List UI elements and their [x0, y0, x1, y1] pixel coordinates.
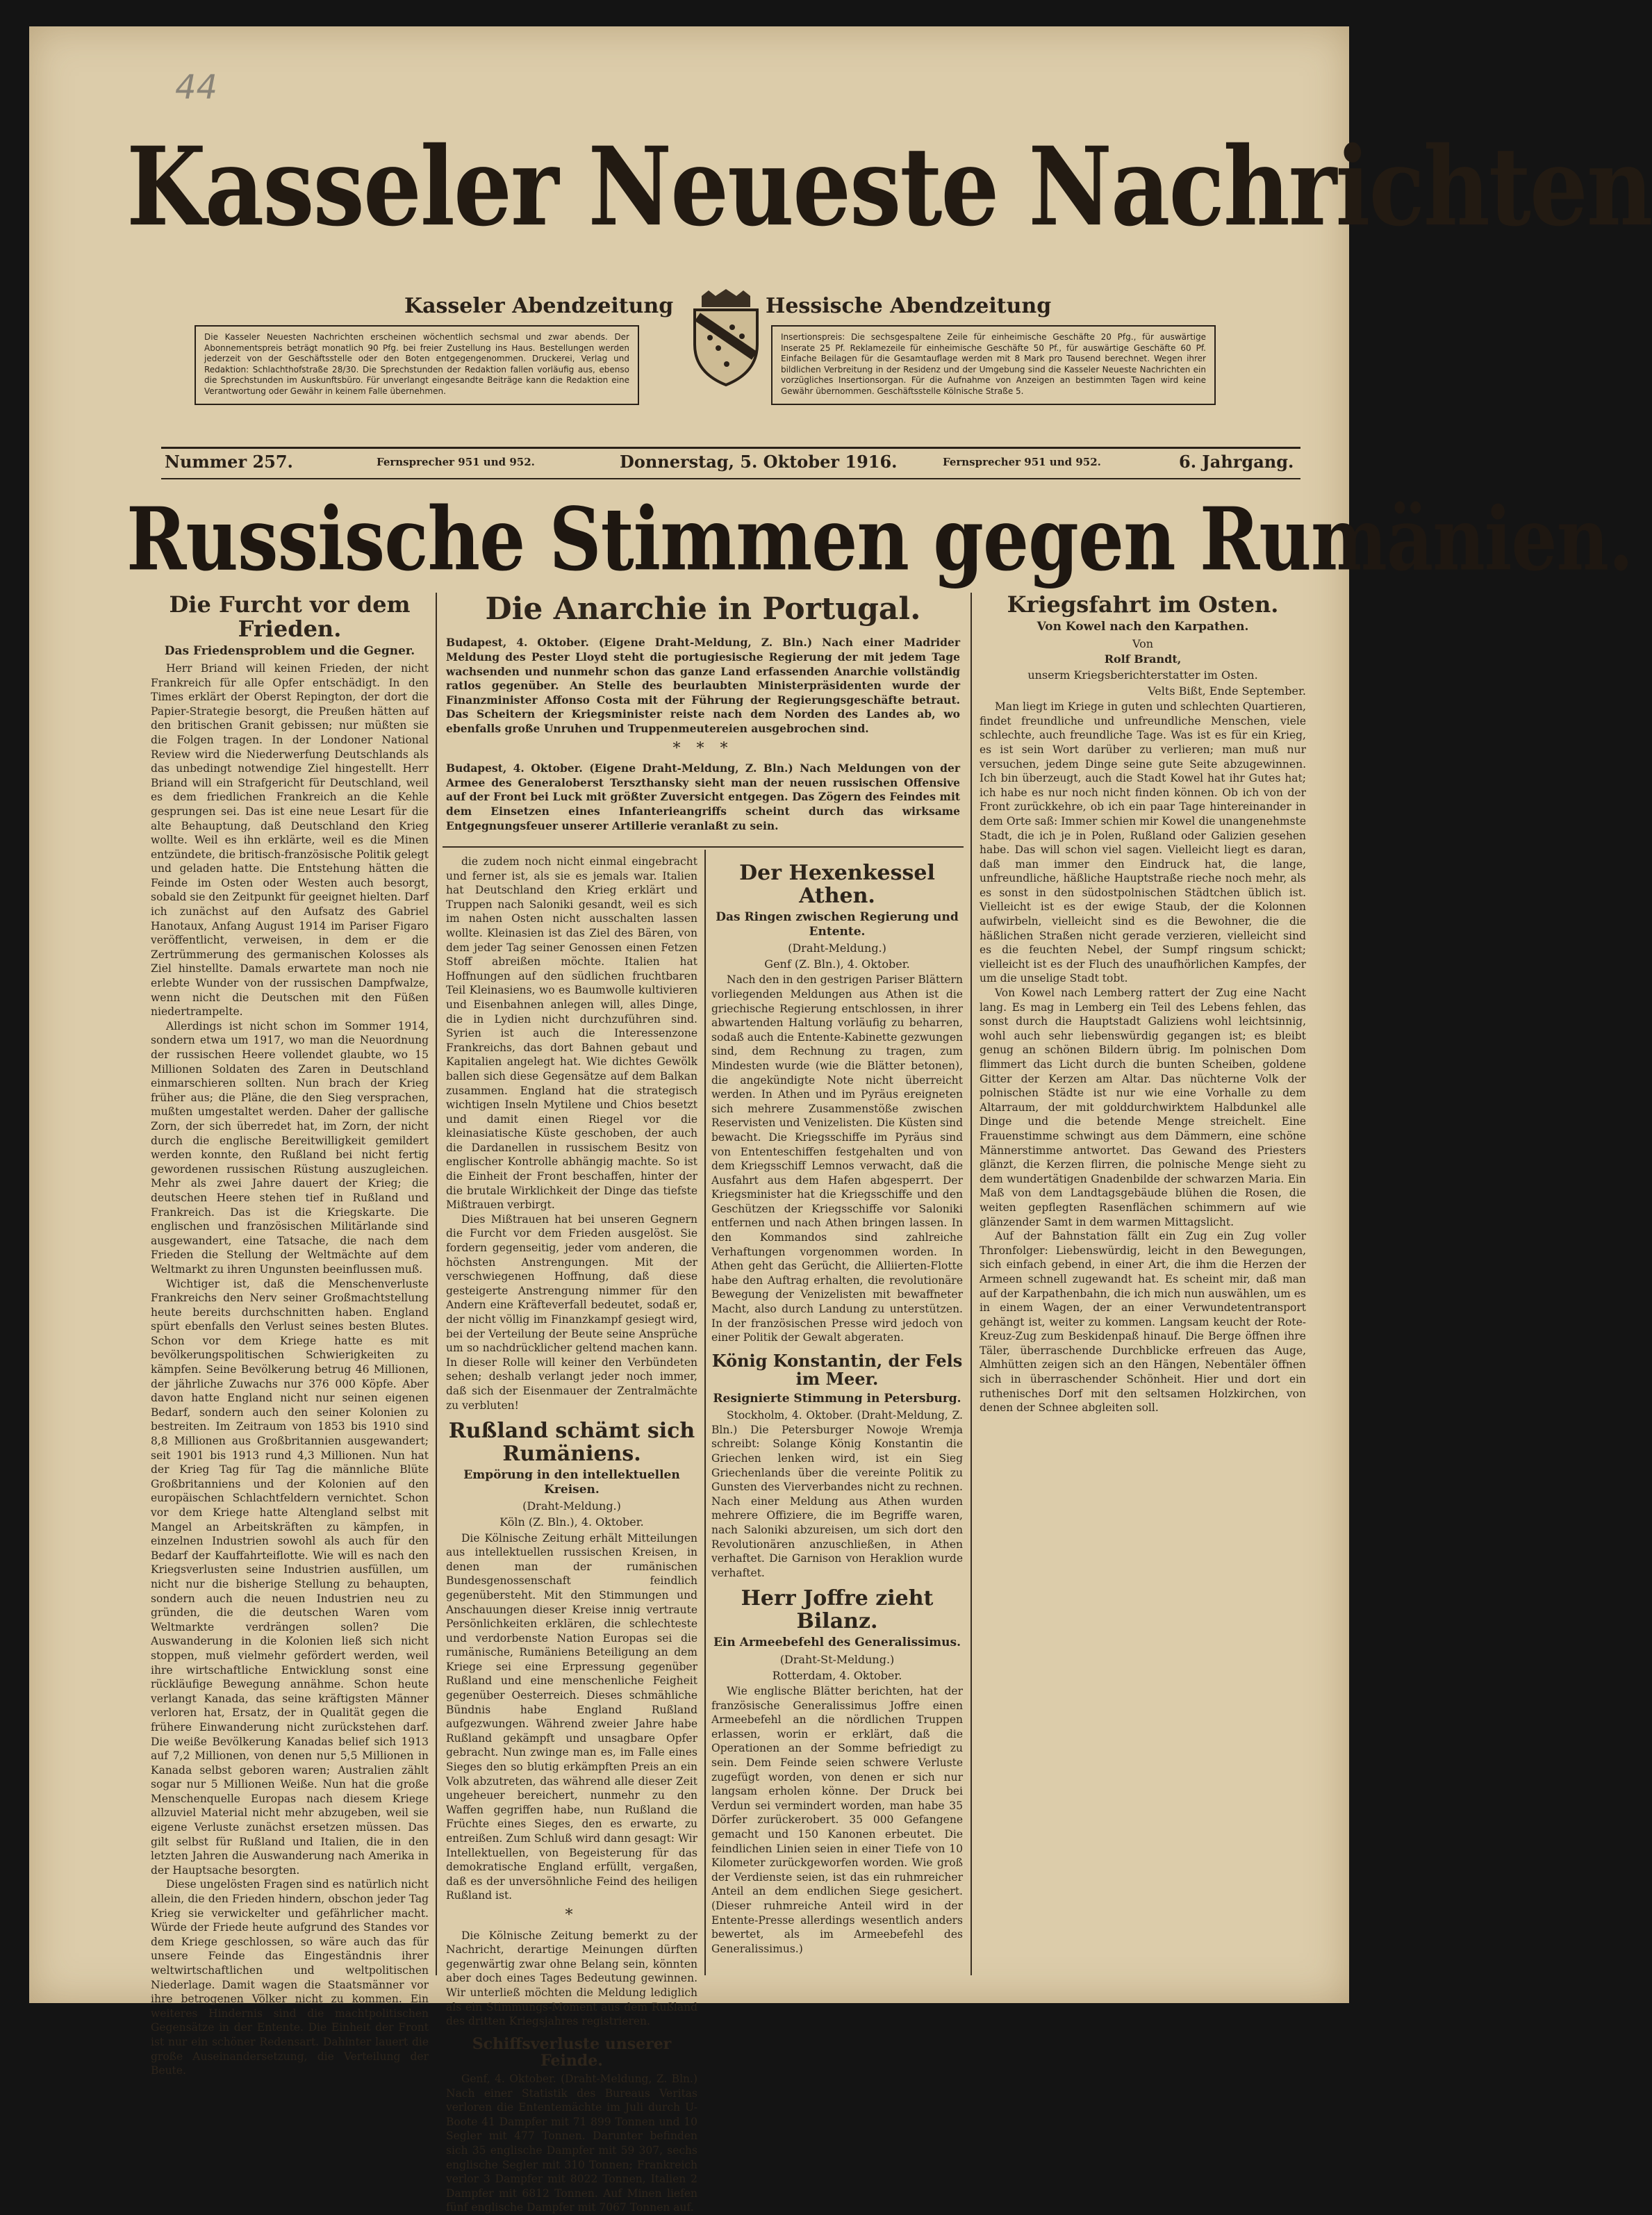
- masthead-subtitle-right: Hessische Abendzeitung: [766, 294, 1052, 318]
- masthead-rule-bottom: [161, 478, 1300, 479]
- article-kriegsfahrt-im-osten: [980, 593, 1306, 1975]
- article-subtitle: Das Ringen zwischen Regierung und Entente.: [716, 910, 959, 939]
- dateline: Genf (Z. Bln.), 4. Oktober.: [764, 957, 910, 971]
- article-subtitle: Von Kowel nach den Karpathen.: [1036, 620, 1249, 634]
- article-title: Kriegsfahrt im Osten.: [1007, 591, 1279, 618]
- byline-prefix: Von: [1132, 636, 1154, 650]
- column-rule-3: [970, 593, 972, 1975]
- archive-number: 44: [175, 68, 218, 107]
- masthead-subtitle-left: Kasseler Abendzeitung: [404, 294, 674, 318]
- paragraph: Die Kölnische Zeitung bemerkt zu der Nachricht, derartige Meinungen dürften gegenwärtig zwar ohne Belang sein, könnten aber doch eines Tages Bedeutung gewinnen. Wir unterließ möchten die Meldung lediglich als ein Stimmungs-Moment aus dem Rußland des dritten Kriegsjahres registrieren.: [446, 1929, 697, 2028]
- paragraph: Wichtiger ist, daß die Menschenverluste Frankreichs den Nerv seiner Großmachtstellung heute bereits durchschnitten haben. England spürt ebenfalls den Verlust seines besten Blutes. Schon vor dem Kriege hatte es mit bevölkerungspolitischen Schwierigkeiten zu kämpfen. Seine Bevölkerung betrug 46 Millionen, der jährliche Zuwachs nur 376 000 Köpfe. Aber davon hatte England nicht nur seinen eigenen Bedarf, sondern auch den seiner Kolonien zu bestreiten. Im Zeitraum von 1853 bis 1910 sind 8,8 Millionen aus Großbritannien ausgewandert; seit 1901 bis 1913 rund 4,3 Millionen. Nun hat der Krieg Tag für Tag die männliche Blüte Großbritanniens und der Kolonien auf den europäischen Schlachtfeldern vernichtet. Schon vor dem Kriege hatte Altengland selbst mit Mangel an Arbeitskräften zu kämpfen, in einzelnen Industrien sowohl als auch für den Bedarf der Kauffahrteiflotte. Wie will es nach den Kriegsverlusten seine Industrien ausfüllen, um nicht nur die bisherige Stellung zu behaupten, sondern auch die neuen Industrien neu zu gründen, die die deutschen Waren vom Weltmarkte verdrängen sollen? Die Auswanderung in die Kolonien ließ sich nicht stoppen, muß vielmehr gefördert werden, weil ihre wirtschaftliche Entwicklung sonst eine rückläufige Bewegung annähme. Schon heute verlangt Kanada, das seine kräftigsten Männer verloren hat, Ersatz, der in Qualität gegen die frühere Einwanderung nicht zurückstehen darf. Die weiße Bevölkerung Kanadas belief sich 1913 auf 7,2 Millionen, von denen nur 5,5 Millionen in Kanada selbst geboren waren; Australien zählt sogar nur 5 Millionen Weiße. Nun hat die große Menschenquelle Europas nach diesem Kriege allzuviel Material nicht mehr abzugeben, weil sie eigene Verluste zunächst ersetzen müssen. Das gilt selbst für Rußland und Italien, die in den letzten Jahren die Auswanderung nach Amerika in der Hauptsache besorgten.: [151, 1277, 429, 1877]
- article-title: Rußland schämt sich Rumäniens.: [448, 1419, 695, 1467]
- article-title: Die Anarchie in Portugal.: [485, 591, 921, 627]
- dateline: Velts Bißt, Ende September.: [1148, 684, 1306, 698]
- volume-year: 6. Jahrgang.: [1179, 452, 1294, 472]
- issue-number: Nummer 257.: [165, 452, 293, 472]
- issue-date: Donnerstag, 5. Oktober 1916.: [620, 452, 898, 472]
- separator-stars: *: [565, 1906, 579, 1924]
- dateline: Köln (Z. Bln.), 4. Oktober.: [499, 1515, 644, 1529]
- article-title: Schiffsverluste unserer Feinde.: [472, 2034, 672, 2070]
- article-furcht-vor-dem-frieden: [151, 591, 429, 2077]
- article-anarchie-in-portugal: [446, 593, 960, 843]
- author-name: Rolf Brandt,: [1104, 652, 1182, 666]
- paragraph: Genf, 4. Oktober. (Draht-Meldung, Z. Bln.) Nach einer Statistik des Bureaus Veritas verloren die Ententemächte im Juli durch U-Boote 41 Dampfer mit 71 899 Tonnen und 10 Segler mit 477 Tonnen. Darunter befinden sich 35 englische Dampfer mit 59 307, sechs englische Segler mit 310 Tonnen; Frankreich verlor 3 Dampfer mit 8022 Tonnen, Italien 2 Dampfer mit 6812 Tonnen. Auf Minen liefen fünf englische Dampfer mit 7067 Tonnen auf.: [446, 2073, 697, 2214]
- paragraph: Dies Mißtrauen hat bei unseren Gegnern die Furcht vor dem Frieden ausgelöst. Sie fordern gegenseitig, jeder vom anderen, die höchsten Anstrengungen. Mit der verschwiegenen Hoffnung, daß diese gesteigerte Anstrengung nimmer für den Andern eine Kräfteverfall bedeutet, sodaß er, der nicht völlig im Finanzkampf gesiegt wird, bei der Verteilung der Beute seine Ansprüche um so nachdrücklicher geltend machen kann. In dieser Rolle will keiner den Verbündeten sehen; deshalb verlangt jeder noch immer, daß sich der Eisenmauer der Zentralmächte zu verbluten!: [446, 1212, 697, 1412]
- paragraph: Nach den in den gestrigen Pariser Blättern vorliegenden Meldungen aus Athen ist die griechische Regierung entschlossen, in ihrer abwartenden Haltung vorläufig zu beharren, sodaß auch die Entente-Kabinette gezwungen sind, dem Rechnung zu tragen, zum Mindesten wurde (wie die Blätter betonen), die angekündigte Note nicht überreicht werden. In Athen und im Pyräus ereigneten sich mehrere Zusammenstöße zwischen Reservisten und Venizelisten. Die Küsten sind bewacht. Die Kriegsschiffe im Pyräus sind von Ententeschiffen festgehalten und von dem Kriegsschiff Lemnos verwacht, daß die Ausfahrt aus dem Hafen abgesperrt. Der Kriegsminister hat die Kriegsschiffe und den Geschützen der Kriegsschiffe vor Saloniki entfernen und nach Athen bringen lassen. In den Kommandos sind zahlreiche Verhaftungen vorgenommen worden. In Athen geht das Gerücht, die Alliierten-Flotte habe den Auftrag erhalten, die revolutionäre Bewegung der Venizelisten mit bewaffneter Macht, also durch Landung zu unterstützen. In der französischen Presse wird jedoch von einer Politik der Gewalt abgeraten.: [711, 973, 963, 1344]
- article-title: Herr Joffre zieht Bilanz.: [741, 1586, 934, 1634]
- dateline: (Draht-St-Meldung.): [779, 1652, 895, 1666]
- paragraph: Budapest, 4. Oktober. (Eigene Draht-Meldung, Z. Bln.) Nach Meldungen von der Armee des Generaloberst Terszthansky sieht man der neuen russischen Offensive auf der Front bei Luck mit größter Zuversicht entgegen. Das Zögern des Feindes mit dem Einsetzen eines Infanterieangriffs scheint durch das wirksame Entgegnungsfeuer unserer Artillerie veranlaßt zu sein.: [446, 761, 960, 832]
- advertising-notice: Insertionspreis: Die sechsgespaltene Zeile für einheimische Geschäfte 20 Pfg., für auswärtige Inserate 25 Pf. Reklamezeile für einheimische Geschäfte 50 Pf., für auswärtige Geschäfte 60 Pf. Einfache Beilagen für die Gesamtauflage werden mit 8 Mark pro Tausend berechnet. Wegen ihrer bildlichen Verbreitung in der Residenz und der Umgebung sind die Kasseler Neueste Nachrichten ein vorzügliches Insertionsorgan. Für die Aufnahme von Anzeigen an bestimmten Tagen wird keine Gewähr übernommen. Geschäftsstelle Kölnische Straße 5.: [771, 325, 1216, 405]
- article-title: König Konstantin, der Fels im Meer.: [711, 1350, 963, 1390]
- article-title: Der Hexenkessel Athen.: [739, 861, 935, 908]
- paragraph: Herr Briand will keinen Frieden, der nicht Frankreich für alle Opfer entschädigt. In den Times erklärt der Oberst Repington, der dort die Papier-Strategie besorgt, die Preußen hätten auf den britischen Granit gebissen; nur müßten sie die Folgen tragen. In der Londoner National Review wird die Niederwerfung Deutschlands als das unbedingt notwendige Ziel hingestellt. Herr Briand will ein Strafgericht für Deutschland, weil es dem friedlichen Frankreich an die Kehle gesprungen sei. Das ist eine neue Lesart für die alte Behauptung, daß Deutschland den Krieg wollte. Weil es ihn erklärte, weil es die Minen entzündete, die britisch-französische Politik gelegt und geladen hatte. Die Entstehung hätten die Feinde im Osten oder Westen auch besorgt, sobald sie den Zeitpunkt für geeignet hielten. Darf ich zunächst auf den Aufsatz des Gabriel Hanotaux, Anfang August 1914 im Pariser Figaro veröffentlicht, verweisen, in dem er die Zertrümmerung des germanischen Kolosses als Ziel hinstellte. Damals erwartete man noch nie erlebte Wunder von der russischen Dampfwalze, wenn nicht die Deutschen mit den Füßen niedertrampelte.: [151, 661, 429, 1019]
- dateline: Rotterdam, 4. Oktober.: [772, 1668, 902, 1682]
- paragraph: Budapest, 4. Oktober. (Eigene Draht-Meldung, Z. Bln.) Nach einer Madrider Meldung des Pester Lloyd steht die portugiesische Regierung der mit jedem Tage wachsenden und nunmehr schon das ganze Land erfassenden Anarchie vollständig ratlos gegenüber. An Stelle des beurlaubten Ministerpräsidenten wurde der Finanzminister Affonso Costa mit der Führung der Regierungsgeschäfte betraut. Das Scheitern der Kriegsminister reiste nach dem Norden des Landes ab, wo ebenfalls große Unruhen und Truppenmeutereien ausgebrochen sind.: [446, 636, 960, 735]
- article-column-2b: [711, 855, 963, 1975]
- newspaper-page: [29, 26, 1652, 2214]
- article-subtitle: Das Friedensproblem und die Gegner.: [164, 644, 415, 659]
- paragraph: Stockholm, 4. Oktober. (Draht-Meldung, Z. Bln.) Die Petersburger Nowoje Wremja schreibt: Solange König Konstantin die Griechen lenken wird, ist ein Sieg Griechenlands über die vereinte Politik zu Gunsten des Vierverbandes nicht zu rechnen. Nach einer Meldung aus Athen wurden mehrere Offiziere, die im Begriffe waren, nach Saloniki abzureisen, um sich dort den Revolutionären anzuschließen, in Athen verhaftet. Die Garnison von Heraklion wurde verhaftet.: [711, 1409, 963, 1579]
- box-rule: [443, 846, 964, 848]
- paragraph: Man liegt im Kriege in guten und schlechten Quartieren, findet freundliche und unfreundliche Menschen, viele schlechte, auch freundliche Tage. Was ist es für ein Krieg, es ist sein Wort darüber zu verlieren; man muß nur versuchen, jedem Dinge seine gute Seite abzugewinnen. Ich bin überzeugt, auch die Stadt Kowel hat ihr Gutes hat; ich habe es nur noch nicht finden können. Ob ich von der Front zurückkehre, ob ich ein paar Tage hintereinander in dem Orte saß: Immer schien mir Kowel die unangenehmste Stadt, die ich je in Polen, Rußland oder Galizien gesehen habe. Das will schon viel sagen. Vielleicht liegt es daran, daß man immer den Eindruck hat, die lange, unfreundliche, häßliche Hauptstraße rieche noch mehr, als es sonst in den südostpolnischen Städtchen üblich ist. Vielleicht ist es der ewige Staub, der die Kolonnen aufwirbeln, vielleicht sind es die Bewohner, die die häßlichen Straßen nicht gerade verzieren, vielleicht sind es die feuchten Nebel, der Sumpf ringsum schickt; vielleicht ist es der Fluch des unaufhörlichen Kampfes, der um die unselige Stadt tobt.: [980, 700, 1306, 985]
- separator-stars: * * *: [672, 739, 734, 757]
- dateline: (Draht-Meldung.): [522, 1499, 621, 1513]
- column-rule-2: [704, 850, 706, 1975]
- masthead-rule-top: [161, 447, 1300, 449]
- article-title: Die Furcht vor dem Frieden.: [169, 591, 411, 643]
- masthead-title: Kasseler Neueste Nachrichten: [126, 124, 1652, 251]
- phone-right: Fernsprecher 951 und 952.: [943, 456, 1101, 468]
- paragraph: Von Kowel nach Lemberg rattert der Zug eine Nacht lang. Es mag in Lemberg ein Teil des Lebens fehlen, das sonst durch die Hauptstadt Galiziens wohl leichtsinnig, wohl auch sehr liebenswürdig gegangen ist; es bleibt genug an schönen Bildern übrig. Im polnischen Dom flimmert das Licht durch die bunten Scheiben, goldene Gitter der Kerzen am Altar. Das nüchterne Volk der polnischen Städte ist nur wie eine Vorhalle zu dem Altarraum, der mit golddurchwirktem Halbdunkel alle Dinge und die betende Menge streichelt. Eine Frauenstimme schwingt aus dem Dämmern, eine schöne Männerstimme antwortet. Das Gewand des Priesters glänzt, die Kerzen flirren, die polnische Menge sieht zu dem wundertätigen Gnadenbilde der schwarzen Maria. Ein Maß von dem Landtagsgebäude blühen die Rosen, die weiten gepflegten Rasenflächen schimmern auf wie glänzender Samt in dem warmen Mittagslicht.: [980, 987, 1306, 1228]
- paragraph: Die Kölnische Zeitung erhält Mitteilungen aus intellektuellen russischen Kreisen, in denen man der rumänischen Bundesgenossenschaft feindlich gegenübersteht. Mit den Stimmungen und Anschauungen dieser Kreise innig vertraute Persönlichkeiten erklären, die schlechteste und verdorbenste Nation Europas sei die rumänische, Rumäniens Beteiligung an dem Kriege sei eine Erpressung gegenüber Rußland und eine menschenliche Feigheit gegenüber Oesterreich. Dieses schmähliche Bündnis habe England Rußland aufgezwungen. Während zweier Jahre habe Rußland gekämpft und unsagbare Opfer gebracht. Nun zwinge man es, im Falle eines Sieges den so blutig erkämpften Preis an ein Volk abzutreten, das während alle dieser Zeit ungeheuer bereichert, nunmehr zu den Waffen gegriffen habe, nun Rußland die Früchte eines Sieges, den es erwarte, zu entreißen. Zum Schluß wird dann gesagt: Wir Intellektuellen, von Begeisterung für das demokratische England erfüllt, vergaßen, daß es der unversöhnliche Feind des heiligen Rußland ist.: [446, 1531, 697, 1902]
- article-subtitle: Ein Armeebefehl des Generalissimus.: [713, 1636, 961, 1650]
- paragraph: Wie englische Blätter berichten, hat der französische Generalissimus Joffre einen Armeebefehl an die nördlichen Truppen erlassen, worin er erklärt, daß die Operationen an der Somme befriedigt zu sein. Dem Feinde seien schwere Verluste zugefügt worden, von denen er sich nur langsam erholen könne. Der Druck bei Verdun sei vermindert worden, man habe 35 Dörfer zurückerobert. 35 000 Gefangene gemacht und 150 Kanonen erbeutet. Die feindlichen Linien seien in einer Tiefe von 10 Kilometer zurückgeworfen worden. Wie groß der Verdienste seien, ist das ein ruhmreicher Anteil an dem endlichen Siege gesichert. (Dieser ruhmreiche Anteil wird in der Entente-Presse allerdings wesentlich anders bewertet, als im Armeebefehl des Generalissimus.): [711, 1685, 963, 1955]
- coat-of-arms-icon: [688, 289, 764, 386]
- issue-info-bar: [165, 452, 1297, 479]
- subscription-notice: Die Kasseler Neuesten Nachrichten erscheinen wöchentlich sechsmal und zwar abends. Der Abonnementspreis beträgt monatlich 90 Pfg. bei freier Zustellung ins Haus. Bestellungen werden jederzeit von der Geschäftsstelle oder den Boten entgegengenommen. Druckerei, Verlag und Redaktion: Schlachthofstraße 28/30. Die Sprechstunden der Redaktion fallen vorläufig aus, ebenso die Sprechstunden im Auskunftsbüro. Für unverlangt eingesandte Beiträge kann die Redaktion eine Verantwortung oder Gewähr in keinem Falle übernehmen.: [195, 325, 639, 405]
- dateline: (Draht-Meldung.): [788, 941, 886, 955]
- phone-left: Fernsprecher 951 und 952.: [377, 456, 535, 468]
- article-column-2a: [446, 855, 697, 2214]
- main-headline: Russische Stimmen gegen Rumänien.: [126, 488, 1633, 591]
- author-role: unserm Kriegsberichterstatter im Osten.: [1027, 668, 1258, 682]
- article-subtitle: Empörung in den intellektuellen Kreisen.: [463, 1468, 680, 1497]
- article-subtitle: Resignierte Stimmung in Petersburg.: [713, 1391, 961, 1406]
- paragraph: Diese ungelösten Fragen sind es natürlich nicht allein, die den Frieden hindern, obschon jeder Tag Krieg sie verwickelter und gefährlicher macht. Würde der Friede heute aufgrund des Standes vor dem Kriege geschlossen, so wäre auch das für unsere Feinde das Eingeständnis ihrer weltwirtschaftlichen und weltpolitischen Niederlage. Damit wagen die Staatsmänner vor ihre betrogenen Völker nicht zu kommen. Ein weiteres Hindernis sind die machtpolitischen Gegensätze in der Entente. Die Einheit der Front ist nur ein schöner Redensart. Dahinter lauert die große Auseinandersetzung, die Verteilung der Beute.: [151, 1878, 429, 2077]
- paragraph: Allerdings ist nicht schon im Sommer 1914, sondern etwa um 1917, wo man die Neuordnung der russischen Heere vollendet glaubte, wo 15 Millionen Soldaten des Zaren in Deutschland einmarschieren sollten. Nun brach der Krieg früher aus; die Pläne, die den Sieg versprachen, mußten umgestaltet werden. Daher der gallische Zorn, der sich überredet hat, im Zorn, der nicht durch die englische Bereitwilligkeit gemildert werden konnte, den Rußland bei nicht fertig gewordenen russischen Rüstung auszugleichen. Mehr als zwei Jahre dauert der Krieg; die deutschen Heere stehen tief in Rußland und Frankreich. Das ist die Kriegskarte. Die englischen und französischen Militärlande sind ausgewandert, eine Tatsache, die nach dem Frieden die Stellung der Weltmächte auf dem Weltmarkt zu ihren Ungunsten beeinflussen muß.: [151, 1019, 429, 1276]
- paragraph: die zudem noch nicht einmal eingebracht und ferner ist, als sie es jemals war. Italien hat Deutschland den Krieg erklärt und Truppen nach Saloniki gesandt, weil es sich im nahen Osten nicht ausschalten lassen wollte. Kleinasien ist das Ziel des Bären, von dem jeder Tag seiner Genossen einen Fetzen Stoff abreißen möchte. Italien hat Hoffnungen auf den südlichen fruchtbaren Teil Kleinasiens, wo es Baumwolle kultivieren und Eisenbahnen anlegen will, alles Dinge, die in Lydien nicht durchzuführen sind. Syrien ist auch die Interessenzone Frankreichs, das dort Bahnen gebaut und Kapitalien angelegt hat. Wie dichtes Gewölk ballen sich diese Gegensätze auf dem Balkan zusammen. England hat die strategisch wichtigen Inseln Mytilene und Chios besetzt und damit einen Riegel vor die kleinasiatische Küste geschoben, der auch die Dardanellen in russischem Besitz von englischer Kontrolle abhängig machte. So ist die Einheit der Front beschaffen, hinter der die brutale Wirklichkeit der Dinge das tiefste Mißtrauen verbirgt.: [446, 855, 697, 1212]
- column-rule-1: [436, 593, 437, 1975]
- paragraph: Auf der Bahnstation fällt ein Zug ein Zug voller Thronfolger: Liebenswürdig, leicht in den Bewegungen, sich einfach gebend, in einer Art, die ihm die Herzen der Armeen schnell zugewandt hat. Es scheint mir, daß man auf der Karpathenbahn, die ich mich nun auswählen, um es in einem Wagen, der an einer Verwundetentransport gehängt ist, weiter zu kommen. Langsam keucht der Rote-Kreuz-Zug zum Beskidenpaß hinauf. Die Berge öffnen ihre Täler, überraschende Durchblicke erfreuen das Auge, Almhütten zeigen sich an den Hängen, Nebentäler öffnen sich in überraschender Schönheit. Hier und dort ein ruthenisches Dorf mit den seltsamen Holzkirchen, von denen der Schnee abgleiten soll.: [980, 1230, 1306, 1415]
